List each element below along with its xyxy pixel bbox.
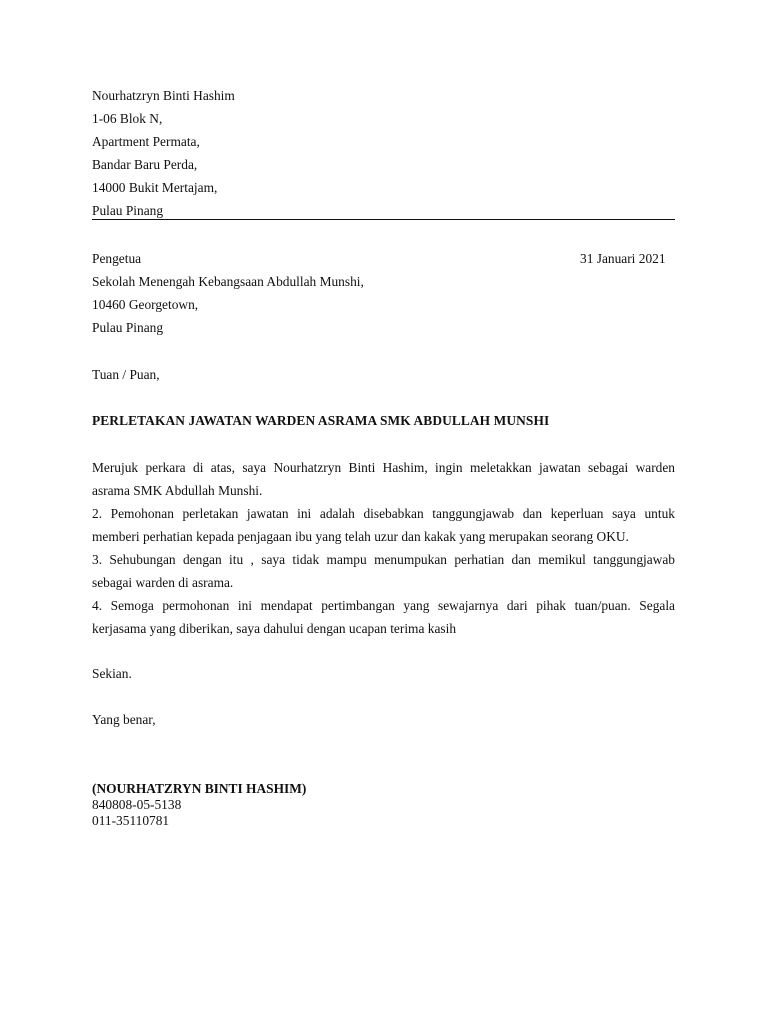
- recipient-title: Pengetua: [92, 251, 142, 266]
- body-line: memberi perhatian kepada penjagaan ibu yang telah uzur dan kakak yang merupakan seorang OKU.: [92, 529, 629, 545]
- body-paragraph-4: [92, 594, 675, 641]
- letter-date: 31 Januari 2021: [580, 251, 666, 266]
- body-line: asrama SMK Abdullah Munshi.: [92, 483, 263, 499]
- header-divider: [92, 219, 675, 220]
- closing-sekian: Sekian.: [92, 666, 132, 681]
- letter-subject: PERLETAKAN JAWATAN WARDEN ASRAMA SMK ABDULLAH MUNSHI: [92, 413, 550, 428]
- body-line: 4. Semoga permohonan ini mendapat pertimbangan yang sewajarnya dari pihak tuan/puan. Segala: [92, 598, 675, 613]
- sender-address-line: Pulau Pinang: [92, 203, 164, 218]
- body-line: kerjasama yang diberikan, saya dahului dengan ucapan terima kasih: [92, 621, 457, 637]
- sender-name: Nourhatzryn Binti Hashim: [92, 88, 235, 103]
- sender-address-line: Bandar Baru Perda,: [92, 157, 198, 172]
- recipient-school: Sekolah Menengah Kebangsaan Abdullah Munshi,: [92, 274, 364, 289]
- sender-address-line: 1-06 Blok N,: [92, 111, 163, 126]
- signature-ic-number: 840808-05-5138: [92, 797, 182, 812]
- salutation: Tuan / Puan,: [92, 367, 160, 382]
- signature-name: (NOURHATZRYN BINTI HASHIM): [92, 781, 307, 796]
- body-line: Merujuk perkara di atas, saya Nourhatzryn Binti Hashim, ingin meletakkan jawatan sebagai warden: [92, 460, 675, 475]
- recipient-state: Pulau Pinang: [92, 320, 164, 335]
- signature-phone: 011-35110781: [92, 813, 170, 828]
- body-line: 2. Pemohonan perletakan jawatan ini adalah disebabkan tanggungjawab dan keperluan saya untuk: [92, 506, 675, 521]
- body-line: sebagai warden di asrama.: [92, 575, 234, 591]
- body-paragraph-2: [92, 502, 675, 549]
- body-line: 3. Sehubungan dengan itu , saya tidak mampu menumpukan perhatian dan memikul tanggungjawab: [92, 552, 675, 567]
- body-paragraph-1: [92, 456, 675, 503]
- body-paragraph-3: [92, 548, 675, 595]
- sender-address-line: Apartment Permata,: [92, 134, 200, 149]
- recipient-postcode-city: 10460 Georgetown,: [92, 297, 199, 312]
- closing-yang-benar: Yang benar,: [92, 712, 156, 727]
- sender-address-line: 14000 Bukit Mertajam,: [92, 180, 218, 195]
